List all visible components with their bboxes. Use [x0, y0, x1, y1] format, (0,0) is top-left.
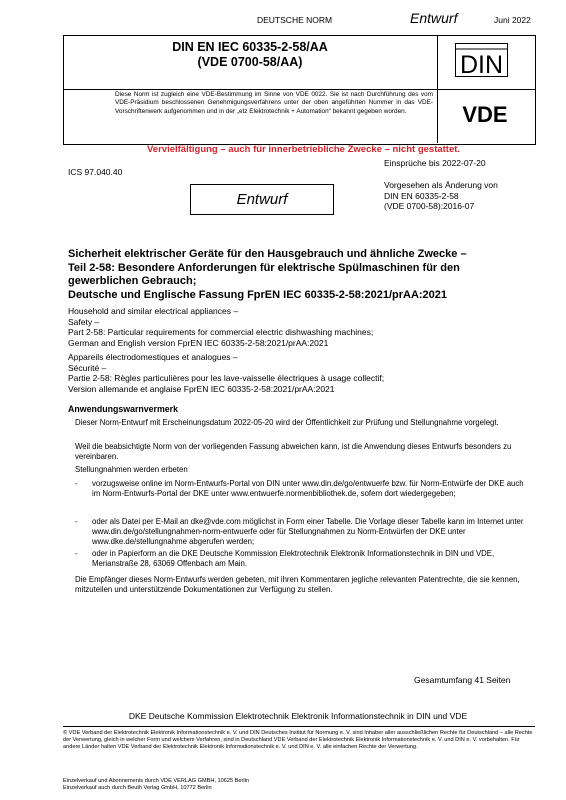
ics-code: ICS 97.040.40	[68, 167, 123, 177]
list-item	[75, 517, 525, 548]
title-english-line: Part 2-58: Particular requirements for commercial electric dishwashing machines;	[68, 327, 374, 338]
title-english-line: Household and similar electrical appliances –	[68, 306, 239, 316]
title-german-line: Deutsche und Englische Fassung FprEN IEC 60335-2-58:2021/prAA:2021	[68, 288, 448, 301]
bullet-dash: -	[75, 549, 78, 558]
din-logo	[455, 43, 508, 77]
list-item	[75, 479, 525, 499]
section-heading-anwendung: Anwendungswarnvermerk	[68, 404, 178, 414]
header-entwurf: Entwurf	[410, 10, 458, 26]
vde-logo-text: VDE	[462, 103, 508, 125]
din-logo-text: DIN	[459, 51, 504, 77]
bullet-dash: -	[75, 479, 78, 488]
dke-line: DKE Deutsche Kommission Elektrotechnik Elektronik Informationstechnik in DIN und VDE	[128, 711, 468, 721]
title-french-line: Version allemande et anglaise FprEN IEC 60335-2-58:2021/prAA:2021	[68, 384, 335, 395]
standard-number: DIN EN IEC 60335-2-58/AA	[172, 40, 328, 54]
objection-deadline: Einsprüche bis 2022-07-20	[384, 158, 486, 168]
title-english	[68, 306, 528, 349]
header-norm-label: DEUTSCHE NORM	[257, 15, 333, 25]
sales-line: Einzelverkauf auch durch Beuth Verlag GmbH, 10772 Berlin	[63, 785, 212, 791]
title-german	[68, 248, 528, 302]
header-date: Juni 2022	[494, 15, 531, 25]
vde-note: Diese Norm ist zugleich eine VDE-Bestimmung im Sinne von VDE 0022. Sie ist nach Durchführung des vom VDE-Präsidium beschlossenen Genehmigungsverfahrens unter der oben angeführten Nummer in das VDE-Vorschriftenwerk aufgenommen und in der „etz Elektrotechnik + Automation“ bekannt gegeben worden.	[115, 91, 433, 115]
bullet-dash: -	[75, 517, 78, 526]
reproduction-notice: Vervielfältigung – auch für innerbetriebliche Zwecke – nicht gestattet.	[147, 144, 461, 155]
list-item-text: oder als Datei per E-Mail an dke@vde.com möglichst in Form einer Tabelle. Die Vorlage dieser Tabelle kann im Internet unter www.din.de/go/stellungnahmen-norm-entwuerfe oder für Stellungnahmen zu Norm-Entwürfen der DKE unter www.dke.de/stellungnahme abgerufen werden;	[92, 517, 524, 547]
title-box-divider-horizontal	[63, 89, 535, 90]
vde-classification: (VDE 0700-58/AA)	[197, 55, 303, 69]
paragraph-publication: Dieser Norm-Entwurf mit Erscheinungsdatum 2022-05-20 wird der Öffentlichkeit zur Prüfung und Stellungnahme vorgelegt.	[75, 418, 499, 427]
footer-divider	[63, 726, 535, 727]
title-german-line: Teil 2-58: Besondere Anforderungen für elektrische Spülmaschinen für den	[68, 261, 460, 274]
paragraph-patent-rights: Die Empfänger dieses Norm-Entwurfs werden gebeten, mit ihren Kommentaren jegliche relevanten Patentrechte, die sie kennen, mitzuteilen und unterstützende Dokumentationen zur Verfügung zu stellen.	[75, 575, 520, 595]
title-french-line: Sécurité –	[68, 362, 107, 373]
intended-amendment	[384, 180, 498, 212]
list-item-text: vorzugsweise online im Norm-Entwurfs-Portal von DIN unter www.din.de/go/entwuerfe bzw. für Norm-Entwürfe der DKE auch im Norm-Entwurfs-Portal der DKE unter www.entwuerfe.normenbibliothek.de, sofern dort wiedergegeben;	[92, 479, 524, 499]
paragraph-deviation: Weil die beabsichtigte Norm von der vorliegenden Fassung abweichen kann, ist die Anwendung dieses Entwurfs besonders zu vereinbaren.	[75, 442, 512, 462]
title-french	[68, 352, 528, 395]
total-pages: Gesamtumfang 41 Seiten	[414, 675, 511, 685]
intended-amendment-line: (VDE 0700-58):2016-07	[384, 201, 475, 211]
title-french-line: Appareils électrodomestiques et analogues –	[68, 352, 238, 362]
entwurf-box: Entwurf	[190, 184, 334, 215]
title-french-line: Partie 2-58: Règles particulières pour les lave-vaisselle électriques à usage collectif;	[68, 373, 385, 384]
list-item-text: oder in Papierform an die DKE Deutsche Kommission Elektrotechnik Elektronik Informationstechnik in DIN und VDE, Merianstraße 28, 63069 Offenbach am Main.	[92, 549, 495, 569]
title-english-line: Safety –	[68, 316, 100, 327]
copyright-notice: © VDE Verband der Elektrotechnik Elektronik Informationstechnik e. V. und DIN Deutsches Institut für Normung e. V. sind Inhaber aller ausschließlichen Rechte für Deutschland – alle Rechte der Verwertung, gleich in welcher Form und welchem Verfahren, sind in Deutschland VDE Verband der Elektrotechnik Elektronik Informationstechnik e. V. und DIN e. V. vorbehalten. Für andere Länder halten VDE Verband der Elektrotechnik Elektronik Informationstechnik e. V. und DIN e. V. alle einfachen Rechte der Verwertung.	[63, 730, 533, 750]
title-german-line: Sicherheit elektrischer Geräte für den Hausgebrauch und ähnliche Zwecke –	[68, 248, 467, 260]
title-english-line: German and English version FprEN IEC 60335-2-58:2021/prAA:2021	[68, 338, 329, 349]
sales-line: Einzelverkauf und Abonnements durch VDE VERLAG GMBH, 10625 Berlin	[63, 778, 249, 784]
intended-amendment-line: DIN EN 60335-2-58	[384, 190, 459, 201]
vde-logo	[450, 103, 520, 125]
list-item	[75, 549, 525, 569]
paragraph-comments-requested: Stellungnahmen werden erbeten	[75, 465, 188, 474]
title-german-line: gewerblichen Gebrauch;	[68, 275, 197, 287]
intended-amendment-line: Vorgesehen als Änderung von	[384, 180, 498, 190]
